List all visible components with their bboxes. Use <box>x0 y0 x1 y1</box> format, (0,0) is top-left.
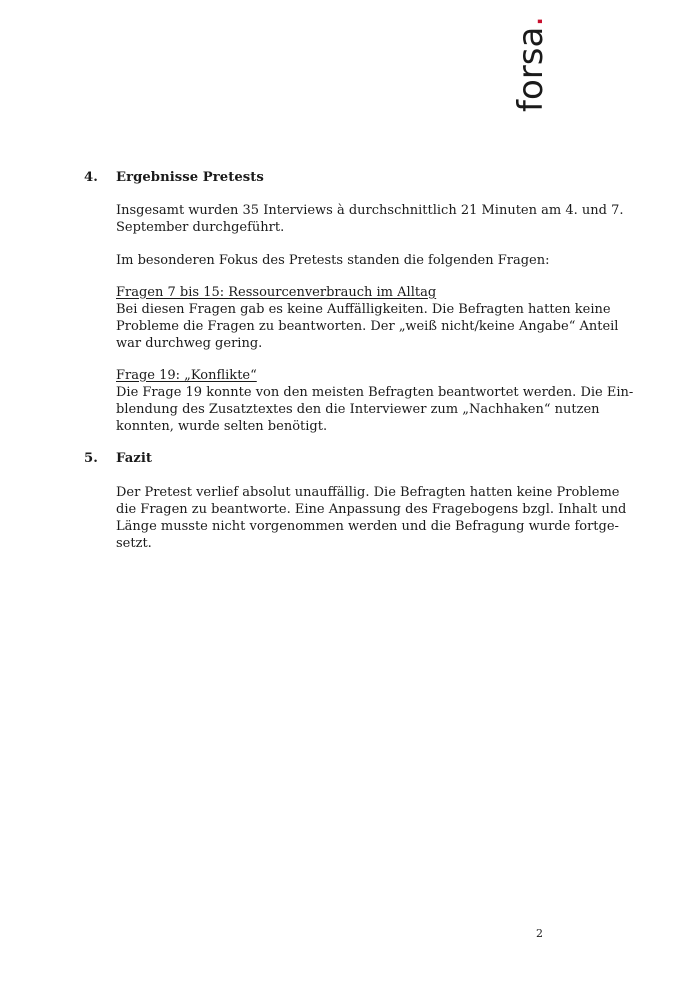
section-title: Ergebnisse Pretests <box>116 170 264 185</box>
section-number: 5. <box>84 451 98 466</box>
text-line: Probleme die Fragen zu beantworten. Der „weiß nicht/keine Angabe“ Anteil <box>116 319 619 334</box>
text-line: Länge musste nicht vorgenommen werden und die Befragung wurde fortge- <box>116 519 619 534</box>
text-line: Bei diesen Fragen gab es keine Auffälligkeiten. Die Befragten hatten keine <box>116 302 611 317</box>
subsection-title: Fragen 7 bis 15: Ressourcenverbrauch im Alltag <box>116 285 437 300</box>
section-title: Fazit <box>116 451 153 466</box>
forsa-logo <box>506 15 551 112</box>
text-line: setzt. <box>116 536 152 551</box>
section-4-heading <box>84 170 264 185</box>
text-line: Der Pretest verlief absolut unauffällig. Die Befragten hatten keine Probleme <box>116 485 620 500</box>
intro-paragraph <box>116 202 624 236</box>
fazit-paragraph <box>116 484 627 552</box>
text-line: Insgesamt wurden 35 Interviews à durchschnittlich 21 Minuten am 4. und 7. <box>116 203 624 218</box>
section-5-heading <box>84 451 152 466</box>
focus-paragraph <box>116 252 550 269</box>
subsection-konflikte <box>116 367 634 435</box>
text-line: die Fragen zu beantworte. Eine Anpassung des Fragebogens bzgl. Inhalt und <box>116 502 627 517</box>
text-line: konnten, wurde selten benötigt. <box>116 419 328 434</box>
section-number: 4. <box>84 170 98 185</box>
text-line: Im besonderen Fokus des Pretests standen die folgenden Fragen: <box>116 253 550 268</box>
text-line: September durchgeführt. <box>116 220 285 235</box>
forsa-logo-graphic <box>506 15 551 112</box>
text-line: war durchweg gering. <box>116 336 263 351</box>
text-line: Die Frage 19 konnte von den meisten Befragten beantwortet werden. Die Ein- <box>116 385 634 400</box>
subsection-title: Frage 19: „Konflikte“ <box>116 368 257 383</box>
page-number: 2 <box>536 927 543 940</box>
subsection-ressourcen <box>116 284 619 352</box>
text-line: blendung des Zusatztextes den die Interviewer zum „Nachhaken“ nutzen <box>116 402 600 417</box>
forsa-logo-text: forsa. <box>511 15 551 112</box>
